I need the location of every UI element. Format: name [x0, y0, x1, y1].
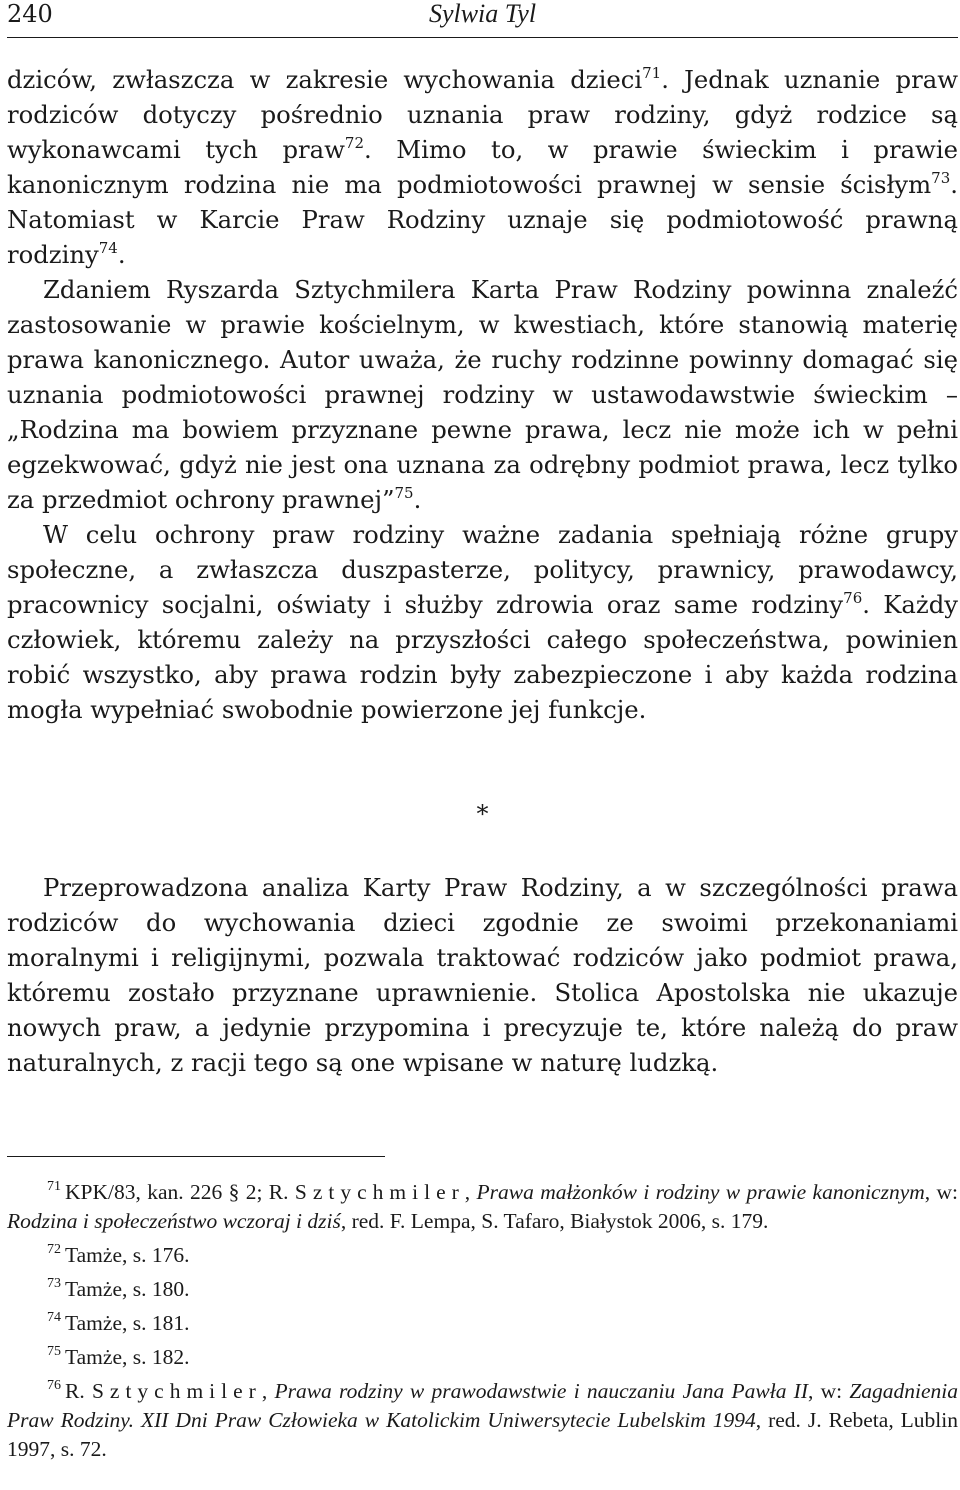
paragraph-protection: W celu ochrony praw rodziny ważne zadania spełniają różne grupy społeczne, a zwłaszcza duszpasterze, politycy, prawnicy, prawodawcy, pracownicy socjalni, oświaty i służby zdrowia oraz same rodziny$^{76}$. Każdy człowiek, któremu zależy na przyszłości całego społeczeństwa, powinien robić wszystko, aby prawa rodzin były zabezpieczone i aby każda rodzina mogła wypełniać swobodnie powierzone jej funkcje.	[7, 520, 958, 724]
footnote-75: $^{75}$ Tamże, s. 182.	[47, 1344, 190, 1369]
footnote-ref-73[interactable]: 73	[931, 169, 951, 187]
conclusion-text	[7, 870, 958, 1080]
footnote-ref-75[interactable]: 75	[394, 484, 414, 502]
running-author: Sylwia Tyl	[428, 0, 537, 28]
footnotes	[7, 1178, 958, 1469]
footnote-ref-72[interactable]: 72	[344, 134, 365, 152]
footnote-73: $^{73}$ Tamże, s. 180.	[47, 1276, 190, 1301]
running-header	[7, 0, 958, 30]
footnote-rule	[7, 1156, 385, 1157]
paragraph-conclusion: Przeprowadzona analiza Karty Praw Rodziny, a w szczególności prawa rodziców do wychowania dzieci zgodnie ze swoimi przekonaniami moralnymi i religijnymi, pozwala traktować rodziców jako podmiot prawa, któremu zostało przyznane uprawnienie. Stolica Apostolska nie ukazuje nowych praw, a jedynie przypomina i precyzuje te, które należą do praw naturalnych, z racji tego są one wpisane w naturę ludzką.	[7, 873, 958, 1077]
body-text	[7, 62, 958, 727]
document-page	[7, 0, 958, 1490]
section-separator: *	[476, 800, 489, 828]
header-rule	[7, 37, 958, 38]
paragraph-continued: dziców, zwłaszcza w zakresie wychowania dzieci$^{71}$. Jednak uznanie praw rodziców dotyczy pośrednio uznania praw rodziny, gdyż rodzice są wykonawcami tych praw$^{72}$. Mimo to, w prawie świeckim i prawie kanonicznym rodzina nie ma podmiotowości prawnej w sensie ścisłym$^{73}$. Natomiast w Karcie Praw Rodziny uznaje się podmiotowość prawną rodziny$^{74}$.	[7, 64, 959, 269]
page-number: 240	[7, 0, 53, 28]
paragraph-sztychmiler: Zdaniem Ryszarda Sztychmilera Karta Praw Rodziny powinna znaleźć zastosowanie w prawie kościelnym, w kwestiach, które stanowią materię prawa kanonicznego. Autor uważa, że ruchy rodzinne powinny domagać się uznania podmiotowości prawnej rodziny w ustawodawstwie świeckim – „Rodzina ma bowiem przyznane pewne prawa, lecz nie może ich w pełni egzekwować, gdyż nie jest ona uznana za odrębny podmiot prawa, lecz tylko za przedmiot ochrony prawnej”$^{75}$.	[7, 275, 958, 514]
footnote-72: $^{72}$ Tamże, s. 176.	[47, 1242, 190, 1267]
footnote-ref-74[interactable]: 74	[98, 239, 118, 257]
footnote-ref-71[interactable]: 71	[642, 64, 662, 82]
footnote-71: $^{71}$ KPK/83, kan. 226 § 2; R. Sztychmiler, Prawa małżonków i rodziny w prawie kanonicznym, w: Rodzina i społeczeństwo wczoraj i dziś, red. F. Lempa, S. Tafaro, Białystok 2006, s. 179.	[7, 1179, 959, 1233]
footnote-74: $^{74}$ Tamże, s. 181.	[47, 1310, 190, 1335]
footnote-ref-76[interactable]: 76	[843, 589, 863, 607]
footnote-76: $^{76}$ R. Sztychmiler, Prawa rodziny w prawodawstwie i nauczaniu Jana Pawła II, w: Zagadnienia Praw Rodziny. XII Dni Praw Człowieka w Katolickim Uniwersytecie Lubelskim 1994, red. J. Rebeta, Lublin 1997, s. 72.	[7, 1378, 959, 1461]
